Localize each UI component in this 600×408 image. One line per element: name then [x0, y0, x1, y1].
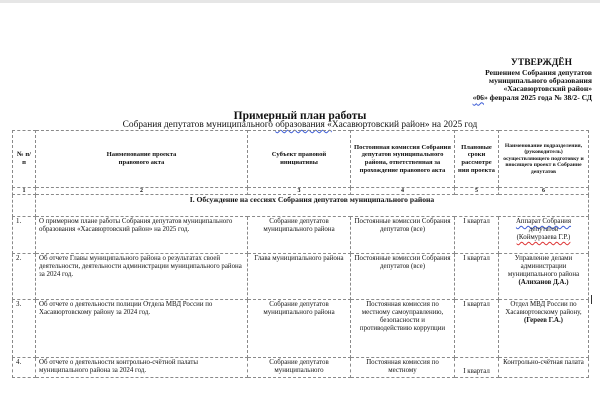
column-number: 4 [351, 188, 455, 195]
responsible-person: (Коймурзаева Г.Р.) [516, 233, 571, 241]
table-row [13, 358, 589, 378]
row-number: 1. [13, 217, 36, 254]
column-number: 1 [13, 188, 36, 195]
row-number: 2. [13, 254, 36, 300]
row-term: I квартал [455, 300, 499, 358]
approval-heading: УТВЕРЖДЁН [510, 58, 572, 68]
text-cursor [591, 295, 592, 304]
window-top-bar [0, 0, 600, 3]
responsible-unit: Отдел МВД России по Хасавюртовскому району, [505, 301, 582, 316]
table-header-row [13, 131, 589, 188]
responsible-unit-cont: депутатов [528, 225, 559, 233]
column-numbers-row [13, 188, 589, 195]
row-act: О примерном плане работы Собрания депутатов муниципального образования «Хасавюртовский район» на 2025 год. [36, 217, 248, 254]
approval-date-open: « [472, 92, 477, 102]
row-responsible [499, 217, 589, 254]
row-number: 4. [13, 358, 36, 378]
header-number: № п/п [13, 131, 36, 188]
row-number: 3. [13, 300, 36, 358]
responsible-unit: Аппарат Собрания [515, 218, 572, 225]
header-term: Плановые сроки рассмотре ния проекта [455, 131, 499, 188]
column-number: 3 [248, 188, 351, 195]
subtitle-part-1: Собрания депутатов муниципального [122, 120, 276, 130]
approval-date-rest: » февраля 2025 года № 38/2- СД [483, 92, 592, 102]
header-responsible: Наименование подразделения, (руководитель) осуществляющего подготовку и вносящего проект в Собрание депутатов [499, 131, 589, 188]
row-act: Об отчете о деятельности контрольно-счётной палаты муниципального района за 2024 год. [36, 358, 248, 378]
responsible-person: (Гереев Г.А.) [524, 316, 563, 324]
table-row [13, 217, 589, 254]
approval-date-day: 06 [476, 92, 484, 102]
row-responsible [499, 254, 589, 300]
approval-date [473, 94, 592, 102]
table-row [13, 254, 589, 300]
subtitle-underlined: образования « [275, 120, 332, 130]
section-title: I. Обсуждение на сессиях Собрания депутатов муниципального района [36, 195, 589, 217]
column-number: 6 [499, 188, 589, 195]
header-subject: Субъект правовой инициативы [248, 131, 351, 188]
approval-block [473, 58, 592, 102]
row-subject: Собрание депутатов муниципального [248, 358, 351, 378]
row-commission: Постоянные комиссии Собрания депутатов (все) [351, 217, 455, 254]
row-commission: Постоянная комиссия по местному самоуправлению, безопасности и противодействию коррупции [351, 300, 455, 358]
column-number: 2 [36, 188, 248, 195]
subtitle-part-2: Хасавюртовский район» на 2025 год [331, 120, 478, 130]
row-term: I квартал [455, 358, 499, 378]
row-act: Об отчете Главы муниципального района о результатах своей деятельности, деятельности администрации муниципального района за 2024 год. [36, 254, 248, 300]
responsible-unit: Управление делами администрации муниципального района [507, 255, 580, 278]
row-responsible [499, 300, 589, 358]
row-act: Об отчете о деятельности полиции Отдела МВД России по Хасавюртовскому району за 2024 год. [36, 300, 248, 358]
row-commission: Постоянные комиссии Собрания депутатов (все) [351, 254, 455, 300]
row-responsible: Контрольно-счётная палата [499, 358, 589, 378]
row-subject: Собрание депутатов муниципального района [248, 300, 351, 358]
table-row [13, 300, 589, 358]
work-plan-table [12, 130, 589, 378]
header-commission: Постоянная комиссия Собрания депутатов муниципального района, ответственная за прохождение правового акта [351, 131, 455, 188]
approval-line-1: Решением Собрания депутатов [485, 68, 592, 77]
row-subject: Собрание депутатов муниципального района [248, 217, 351, 254]
row-term: I квартал [455, 217, 499, 254]
row-term: I квартал [455, 254, 499, 300]
approval-line-2: муниципального образования [488, 76, 592, 86]
row-commission: Постоянная комиссия по местному [351, 358, 455, 378]
section-empty-cell [13, 195, 36, 217]
header-act-name: Наименование проекта правового акта [36, 131, 248, 188]
document-subtitle [0, 120, 600, 130]
approval-line-3: «Хасавюртовский район» [503, 84, 592, 94]
row-subject: Глава муниципального района [248, 254, 351, 300]
column-number: 5 [455, 188, 499, 195]
responsible-person: (Алиханов Д.А.) [518, 278, 569, 286]
section-row [13, 195, 589, 217]
document-title: Примерный план работы [233, 110, 367, 122]
